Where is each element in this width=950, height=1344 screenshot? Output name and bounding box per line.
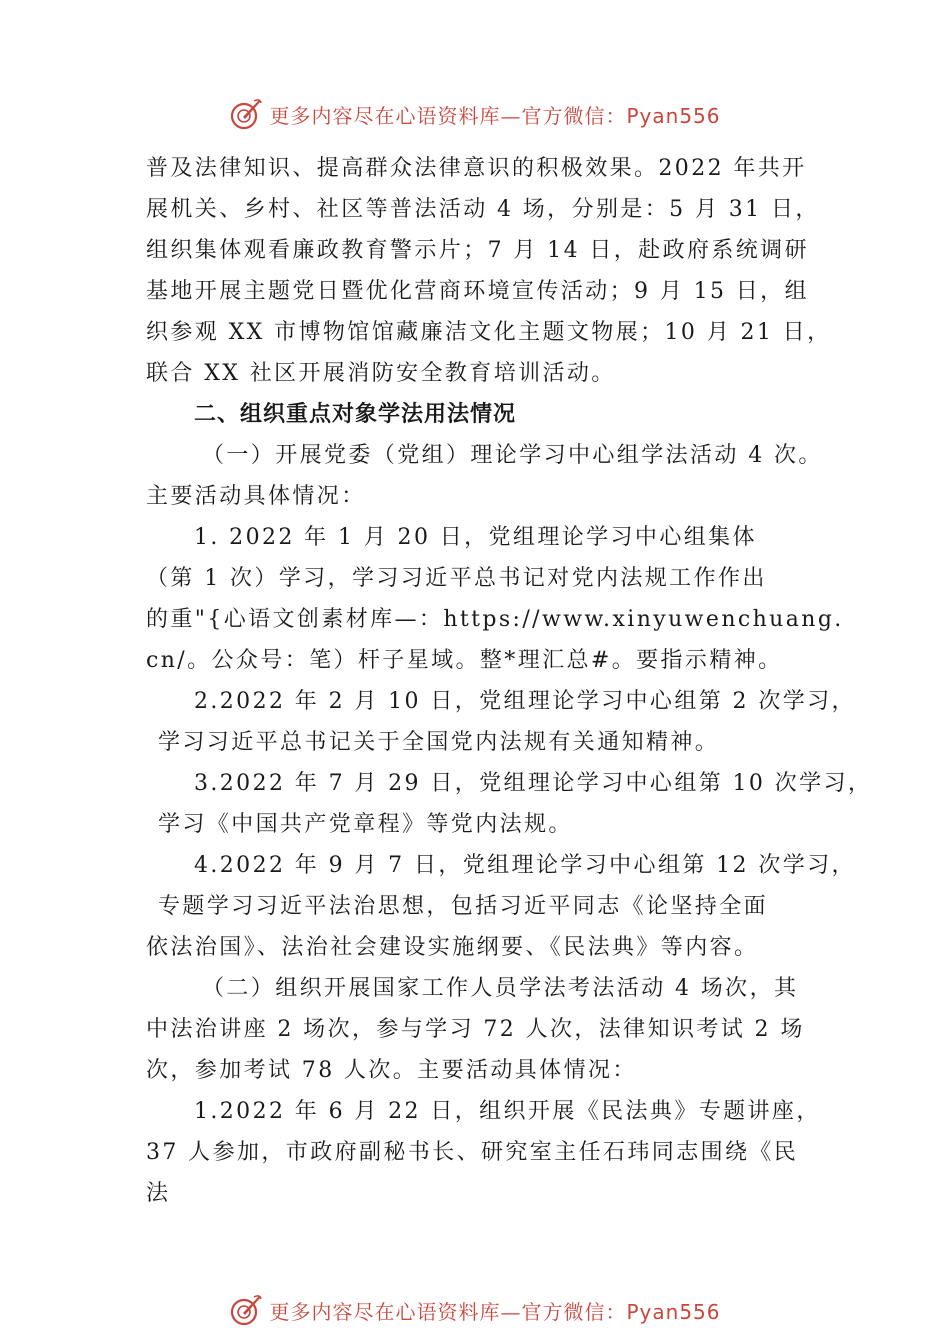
quill-pen-logo-icon <box>229 97 263 131</box>
list-item: 1.2022 年 6 月 22 日，组织开展《民法典》专题讲座， <box>194 1099 821 1124</box>
paragraph-line: 法 <box>146 1181 171 1206</box>
footer-banner <box>0 1290 950 1330</box>
paragraph-line: 普及法律知识、提高群众法律意识的积极效果。2022 年共开 <box>146 156 807 181</box>
paragraph-line: 次，参加考试 78 人次。主要活动具体情况： <box>146 1058 637 1083</box>
paragraph-line: cn/。公众号：笔）杆子星域。整*理汇总#。要指示精神。 <box>146 648 783 673</box>
section-heading: 二、组织重点对象学法用法情况 <box>194 402 517 427</box>
paragraph-line: 专题学习习近平法治思想，包括习近平同志《论坚持全面 <box>158 894 769 919</box>
paragraph-line: 展机关、乡村、社区等普法活动 4 场，分别是：5 月 31 日， <box>146 197 820 222</box>
paragraph-line: 中法治讲座 2 场次，参与学习 72 人次，法律知识考试 2 场 <box>146 1017 805 1042</box>
paragraph-line: 依法治国》、法治社会建设实施纲要、《民法典》等内容。 <box>146 935 759 960</box>
list-item: 2.2022 年 2 月 10 日，党组理论学习中心组第 2 次学习， <box>194 689 856 714</box>
paragraph-line: 学习习近平总书记关于全国党内法规有关通知精神。 <box>158 730 720 755</box>
list-item: 4.2022 年 9 月 7 日，党组理论学习中心组第 12 次学习， <box>194 853 856 878</box>
list-item: 1. 2022 年 1 月 20 日，党组理论学习中心组集体 <box>194 525 757 550</box>
paragraph-line: 织参观 XX 市博物馆馆藏廉洁文化主题文物展；10 月 21 日， <box>146 320 832 345</box>
paragraph-line: 基地开展主题党日暨优化营商环境宣传活动；9 月 15 日，组 <box>146 279 809 304</box>
quill-pen-logo-icon <box>229 1293 263 1327</box>
paragraph-line: 联合 XX 社区开展消防安全教育培训活动。 <box>146 361 616 386</box>
paragraph-line: 的重"{心语文创素材库—：https://www.xinyuwenchuang. <box>146 607 844 632</box>
subsection-heading: （一）开展党委（党组）理论学习中心组学法活动 4 次。 <box>202 443 823 468</box>
paragraph-line: 学习《中国共产党章程》等党内法规。 <box>158 812 573 837</box>
paragraph-line: 37 人参加，市政府副秘书长、研究室主任石玮同志围绕《民 <box>146 1140 799 1165</box>
paragraph-line: 组织集体观看廉政教育警示片；7 月 14 日，赴政府系统调研 <box>146 238 809 263</box>
list-item: 3.2022 年 7 月 29 日，党组理论学习中心组第 10 次学习， <box>194 771 873 796</box>
subsection-heading: （二）组织开展国家工作人员学法考法活动 4 场次，其 <box>202 976 799 1001</box>
paragraph-line: （第 1 次）学习，学习习近平总书记对党内法规工作作出 <box>146 566 767 591</box>
paragraph-line: 主要活动具体情况： <box>146 484 366 509</box>
header-banner <box>0 94 950 134</box>
banner-text: 更多内容尽在心语资料库—官方微信：Pyan556 <box>269 103 721 128</box>
document-body <box>146 148 873 1214</box>
banner-text: 更多内容尽在心语资料库—官方微信：Pyan556 <box>269 1299 721 1324</box>
